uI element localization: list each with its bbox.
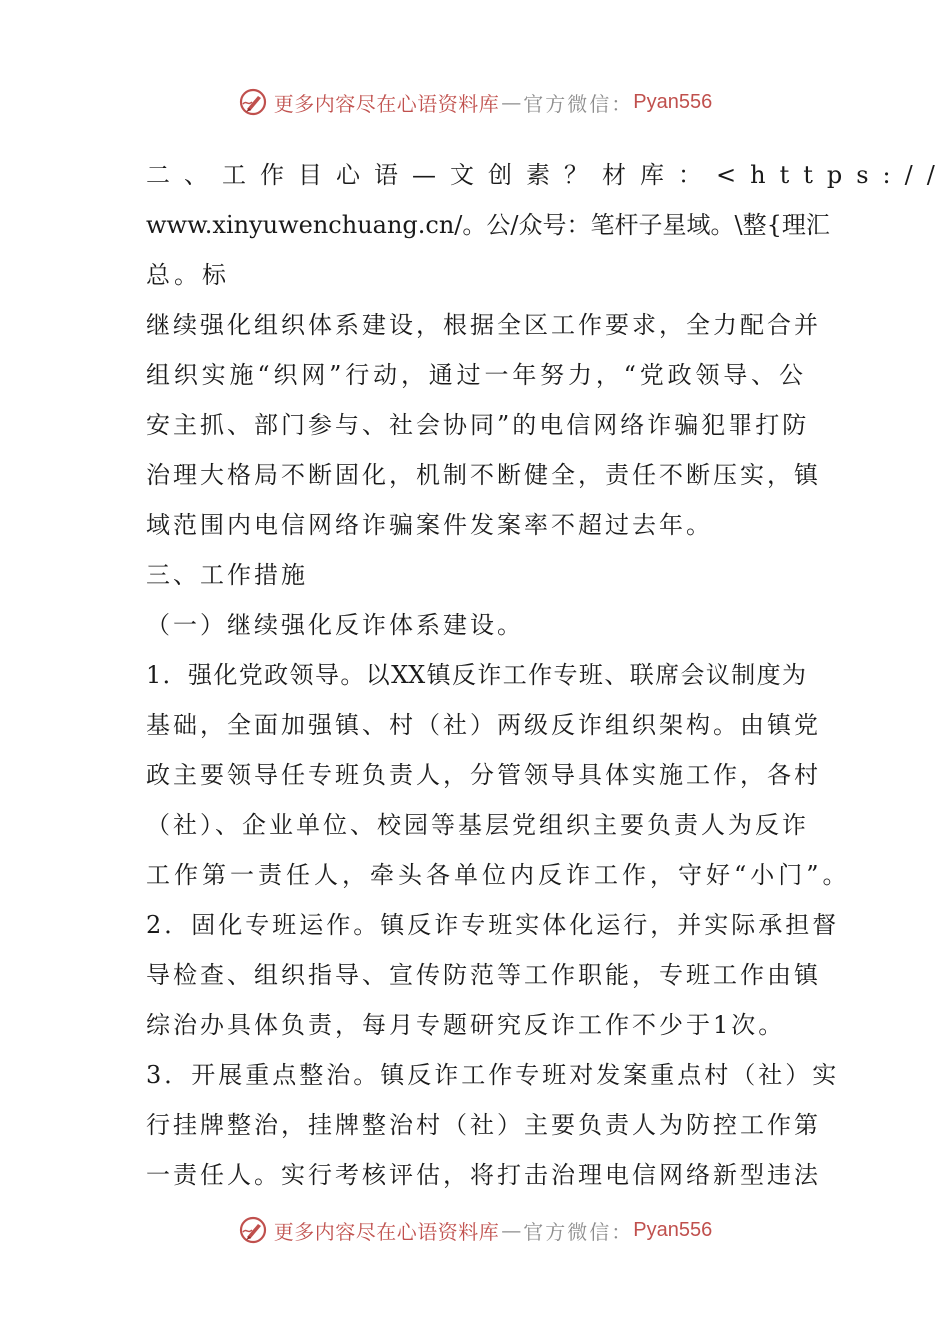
body-line: 综治办具体负责，每月专题研究反诈工作不少于1次。 [146,1011,786,1039]
watermark-wechat-id: Pyan556 [633,1218,713,1241]
body-line: 政主要领导任专班负责人，分管领导具体实施工作，各村 [146,761,821,789]
pen-logo-icon [238,1215,268,1245]
body-line: 行挂牌整治，挂牌整治村（社）主要负责人为防控工作第 [146,1111,821,1139]
body-line: 一责任人。实行考核评估，将打击治理电信网络新型违法 [146,1161,821,1189]
footer-watermark-banner [0,1212,950,1248]
body-line: 继续强化组织体系建设，根据全区工作要求，全力配合并 [146,311,821,339]
body-line: www.xinyuwenchuang.cn/。公/众号：笔杆子星域。\整{理汇 [146,211,830,239]
subsection-heading: （一）继续强化反诈体系建设。 [146,611,524,639]
body-line: 组织实施“织网”行动，通过一年努力，“党政领导、公 [146,361,806,389]
section-heading: 三、工作措施 [146,561,308,589]
body-line: （社）、企业单位、校园等基层党组织主要负责人为反诈 [146,811,809,839]
watermark-official-label: 官方微信： [523,91,634,116]
body-line: 2．固化专班运作。镇反诈专班实体化运行，并实际承担督 [146,911,840,939]
watermark-wechat-id: Pyan556 [633,90,713,113]
watermark-brand-text: 更多内容尽在心语资料库 [273,91,500,116]
document-body [146,150,949,1200]
watermark-official-label: 官方微信： [523,1219,634,1244]
watermark-brand-text: 更多内容尽在心语资料库 [273,1219,500,1244]
body-line: 二、工作目心语—文创素？材库：<https:// [146,161,949,189]
body-line: 导检查、组织指导、宣传防范等工作职能，专班工作由镇 [146,961,821,989]
body-line: 3．开展重点整治。镇反诈工作专班对发案重点村（社）实 [146,1061,840,1089]
watermark-dash: — [501,90,522,114]
watermark-dash: — [501,1218,522,1242]
header-watermark-banner [0,84,950,120]
body-line: 基础，全面加强镇、村（社）两级反诈组织架构。由镇党 [146,711,821,739]
body-line: 工作第一责任人，牵头各单位内反诈工作，守好“小门”。 [146,861,851,889]
body-line: 治理大格局不断固化，机制不断健全，责任不断压实，镇 [146,461,821,489]
body-line: 安主抓、部门参与、社会协同”的电信网络诈骗犯罪打防 [146,411,810,439]
body-line: 总。标 [146,261,230,289]
body-line: 1．强化党政领导。以XX镇反诈工作专班、联席会议制度为 [146,661,806,689]
body-line: 域范围内电信网络诈骗案件发案率不超过去年。 [146,511,713,539]
pen-logo-icon [238,87,268,117]
